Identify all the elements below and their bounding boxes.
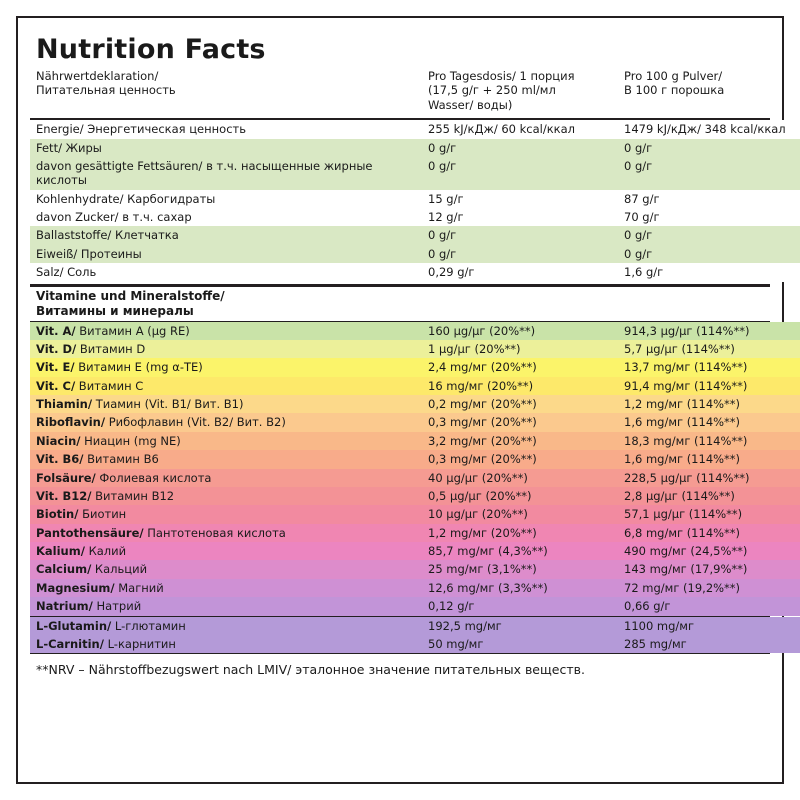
- value-per-100g: 91,4 mg/мг (114%**): [624, 378, 748, 393]
- nutrient-name-cell: [30, 395, 422, 413]
- nutrient-name: Витамин A (µg RE): [75, 323, 190, 338]
- value-per-serving: 160 µg/µг (20%**): [428, 323, 536, 338]
- nutrient-name-bold: Vit. C/: [36, 378, 76, 393]
- value-per-100g: 0 g/г: [624, 158, 653, 173]
- table-row: [30, 413, 800, 431]
- table-row: [30, 377, 800, 395]
- nutrient-name: Магний: [114, 580, 164, 595]
- nutrient-name: Ballaststoffe/ Клетчатка: [36, 228, 179, 243]
- header-col-b: [618, 67, 800, 114]
- nutrient-name-cell: [30, 157, 422, 190]
- value-per-serving: 0 g/г: [428, 140, 457, 155]
- nutrient-name-cell: [30, 340, 422, 358]
- value-per-100g: 1,6 g/г: [624, 265, 664, 280]
- divider-aminos-bottom: [30, 653, 770, 654]
- header-col-a: [422, 67, 618, 114]
- nutrient-name-bold: L-Carnitin/: [36, 636, 104, 651]
- value-per-serving: 255 kJ/кДж/ 60 kcal/ккал: [428, 122, 576, 137]
- nutrient-name: davon Zucker/ в т.ч. сахар: [36, 210, 192, 224]
- value-per-100g: 228,5 µg/µг (114%**): [624, 470, 750, 485]
- value-per-serving: 85,7 mg/мг (4,3%**): [428, 544, 548, 558]
- header-col-a-line3: Wasser/ воды): [428, 97, 513, 112]
- table-row: [30, 542, 800, 560]
- nutrient-name: Рибофлавин (Vit. B2/ Вит. B2): [105, 415, 286, 430]
- table-row: [30, 524, 800, 542]
- value-per-100g: 0 g/г: [624, 140, 653, 155]
- nutrient-name: Eiweiß/ Протеины: [36, 246, 142, 261]
- nutrient-name-bold: Calcium/: [36, 562, 92, 577]
- nutrient-name: Фолиевая кислота: [95, 470, 212, 485]
- table-row: [30, 157, 800, 190]
- nutrient-name-bold: Vit. A/: [36, 323, 76, 338]
- nutrient-name-bold: Kalium/: [36, 544, 85, 558]
- value-per-100g: 6,8 mg/мг (114%**): [624, 525, 741, 540]
- nutrient-name: Кальций: [91, 562, 148, 577]
- value-per-serving: 0,2 mg/мг (20%**): [428, 397, 537, 411]
- header-name-line2: Питательная ценность: [36, 83, 176, 98]
- value-per-serving: 50 mg/мг: [428, 636, 484, 651]
- nutrient-name: Kohlenhydrate/ Карбогидраты: [36, 191, 216, 206]
- table-row: [30, 139, 800, 157]
- nutrient-name-cell: [30, 208, 422, 226]
- table-row: [30, 226, 800, 244]
- value-per-serving: 0,3 mg/мг (20%**): [428, 415, 537, 430]
- value-per-100g: 2,8 µg/µг (114%**): [624, 488, 735, 503]
- nutrient-name: Витамин E (mg α-TE): [74, 360, 203, 375]
- nutrient-name-cell: [30, 487, 422, 505]
- section-title-line2: Витамины и минералы: [36, 303, 194, 318]
- header-col-a-line1: Pro Tagesdosis/ 1 порция: [428, 69, 575, 83]
- nutrient-name: Energie/ Энергетическая ценность: [36, 122, 247, 137]
- nutrient-name-bold: Folsäure/: [36, 470, 96, 485]
- value-per-serving: 3,2 mg/мг (20%**): [428, 433, 537, 448]
- value-per-100g: 18,3 mg/мг (114%**): [624, 433, 748, 448]
- table-row: [30, 208, 800, 226]
- nutrient-name: Пантотеновая кислота: [143, 525, 286, 540]
- table-row: [30, 635, 800, 653]
- micronutrient-table: [30, 322, 800, 616]
- value-per-100g: 87 g/г: [624, 191, 660, 206]
- nutrient-name-cell: [30, 263, 422, 281]
- nutrient-name: Калий: [84, 544, 127, 558]
- table-row: [30, 469, 800, 487]
- value-per-serving: 0 g/г: [428, 228, 457, 243]
- table-row: [30, 245, 800, 263]
- value-per-100g: 1,2 mg/мг (114%**): [624, 397, 741, 411]
- nutrient-name-cell: [30, 322, 422, 340]
- table-row: [30, 190, 800, 208]
- section-title-table: [30, 287, 770, 321]
- nutrient-name-cell: [30, 377, 422, 395]
- nutrient-name-cell: [30, 358, 422, 376]
- value-per-serving: 16 mg/мг (20%**): [428, 378, 534, 393]
- table-row: [30, 450, 800, 468]
- nutrient-name-cell: [30, 542, 422, 560]
- value-per-serving: 0 g/г: [428, 158, 457, 173]
- table-row: [30, 579, 800, 597]
- nutrient-name-cell: [30, 469, 422, 487]
- header-col-a-line2: (17,5 g/г + 250 ml/мл: [428, 83, 556, 98]
- nutrient-name: Витамин D: [76, 341, 146, 356]
- nutrient-name: L-карнитин: [103, 636, 176, 651]
- nutrient-name: davon gesättigte Fettsäuren/ в т.ч. насыщенные жирные кислоты: [36, 158, 373, 188]
- value-per-100g: 285 mg/мг: [624, 636, 687, 651]
- value-per-100g: 0 g/г: [624, 228, 653, 243]
- nutrient-name: Витамин B6: [83, 452, 159, 467]
- value-per-100g: 5,7 µg/µг (114%**): [624, 341, 735, 356]
- nutrient-name-bold: Vit. B6/: [36, 452, 84, 467]
- nutrient-name: Витамин B12: [91, 488, 175, 503]
- nutrient-name-bold: Magnesium/: [36, 580, 115, 595]
- value-per-serving: 40 µg/µг (20%**): [428, 470, 528, 485]
- nutrient-name-bold: Vit. E/: [36, 360, 75, 375]
- value-per-100g: 1479 kJ/кДж/ 348 kcal/ккал: [624, 122, 786, 137]
- value-per-100g: 72 mg/мг (19,2%**): [624, 580, 741, 595]
- nutrient-name-cell: [30, 635, 422, 653]
- value-per-serving: 0,3 mg/мг (20%**): [428, 452, 537, 467]
- nutrient-name: Витамин C: [75, 378, 144, 393]
- macronutrient-table: [30, 120, 800, 281]
- value-per-100g: 143 mg/мг (17,9%**): [624, 562, 748, 577]
- nutrient-name-bold: Vit. D/: [36, 341, 77, 356]
- value-per-serving: 12 g/г: [428, 210, 464, 224]
- nutrient-name-cell: [30, 524, 422, 542]
- nutrient-name-cell: [30, 505, 422, 523]
- table-row: [30, 120, 800, 138]
- nutrient-name-cell: [30, 617, 422, 635]
- nutrient-name: Salz/ Соль: [36, 265, 97, 280]
- value-per-serving: 1,2 mg/мг (20%**): [428, 525, 537, 540]
- table-row: [30, 560, 800, 578]
- value-per-serving: 0,12 g/г: [428, 599, 475, 614]
- section-title-cell: [30, 287, 770, 321]
- nutrient-name-bold: Natrium/: [36, 599, 93, 614]
- value-per-serving: 192,5 mg/мг: [428, 618, 502, 633]
- value-per-100g: 490 mg/мг (24,5%**): [624, 544, 748, 558]
- nutrient-name-cell: [30, 139, 422, 157]
- value-per-serving: 0 g/г: [428, 246, 457, 261]
- nutrition-facts-panel: [16, 16, 784, 784]
- table-row: [30, 340, 800, 358]
- footnote: **NRV – Nährstoffbezugswert nach LMIV/ эталонное значение питательных веществ.: [36, 662, 585, 678]
- nutrient-name-cell: [30, 432, 422, 450]
- nutrient-name-bold: Thiamin/: [36, 397, 93, 411]
- header-col-b-line2: В 100 г порошка: [624, 83, 725, 98]
- nutrient-name-cell: [30, 226, 422, 244]
- section-title-row: [30, 287, 770, 321]
- nutrient-name: Натрий: [92, 599, 142, 614]
- table-row: [30, 597, 800, 615]
- value-per-100g: 0,66 g/г: [624, 599, 671, 614]
- nutrient-name-cell: [30, 579, 422, 597]
- nutrient-name-cell: [30, 120, 422, 138]
- nutrient-name-bold: Biotin/: [36, 507, 79, 522]
- value-per-serving: 2,4 mg/мг (20%**): [428, 360, 537, 375]
- nutrient-name: Fett/ Жиры: [36, 140, 102, 155]
- amino-table: [30, 617, 800, 654]
- table-row: [30, 395, 800, 413]
- nutrient-name-cell: [30, 450, 422, 468]
- table-row: [30, 505, 800, 523]
- table-row: [30, 487, 800, 505]
- nutrient-name-bold: Vit. B12/: [36, 488, 92, 503]
- nutrient-name: Тиамин (Vit. B1/ Вит. B1): [92, 397, 244, 411]
- nutrient-name-bold: Pantothensäure/: [36, 525, 144, 540]
- table-row: [30, 322, 800, 340]
- nutrient-name: Ниацин (mg NE): [80, 433, 181, 448]
- value-per-serving: 0,29 g/г: [428, 265, 475, 280]
- value-per-serving: 0,5 µg/µг (20%**): [428, 488, 532, 503]
- table-row: [30, 617, 800, 635]
- value-per-serving: 12,6 mg/мг (3,3%**): [428, 580, 548, 595]
- nutrient-name-cell: [30, 190, 422, 208]
- value-per-100g: 0 g/г: [624, 246, 653, 261]
- table-row: [30, 263, 800, 281]
- nutrient-name-bold: Riboflavin/: [36, 415, 106, 430]
- table-header-row: [30, 67, 800, 114]
- nutrient-name-bold: L-Glutamin/: [36, 618, 112, 633]
- value-per-serving: 25 mg/мг (3,1%**): [428, 562, 537, 577]
- page-title: Nutrition Facts: [36, 34, 266, 65]
- header-col-b-line1: Pro 100 g Pulver/: [624, 69, 723, 83]
- header-name-cell: [30, 67, 422, 114]
- value-per-100g: 57,1 µg/µг (114%**): [624, 507, 743, 522]
- nutrient-name-cell: [30, 560, 422, 578]
- nutrient-name-bold: Niacin/: [36, 433, 81, 448]
- value-per-100g: 914,3 µg/µг (114%**): [624, 323, 750, 338]
- table-row: [30, 358, 800, 376]
- value-per-100g: 13,7 mg/мг (114%**): [624, 360, 748, 375]
- nutrient-name: L-глютамин: [111, 618, 186, 633]
- header-name-line1: Nährwertdeklaration/: [36, 69, 159, 83]
- value-per-100g: 1100 mg/мг: [624, 618, 695, 633]
- value-per-serving: 10 µg/µг (20%**): [428, 507, 528, 522]
- nutrition-table: [30, 67, 800, 114]
- value-per-100g: 1,6 mg/мг (114%**): [624, 415, 741, 430]
- nutrient-name-cell: [30, 413, 422, 431]
- value-per-100g: 1,6 mg/мг (114%**): [624, 452, 741, 467]
- section-title-line1: Vitamine und Mineralstoffe/: [36, 288, 225, 303]
- nutrient-name-cell: [30, 597, 422, 615]
- value-per-serving: 15 g/г: [428, 191, 464, 206]
- nutrient-name: Биотин: [78, 507, 127, 522]
- nutrient-name-cell: [30, 245, 422, 263]
- value-per-100g: 70 g/г: [624, 210, 660, 224]
- table-row: [30, 432, 800, 450]
- value-per-serving: 1 µg/µг (20%**): [428, 341, 521, 356]
